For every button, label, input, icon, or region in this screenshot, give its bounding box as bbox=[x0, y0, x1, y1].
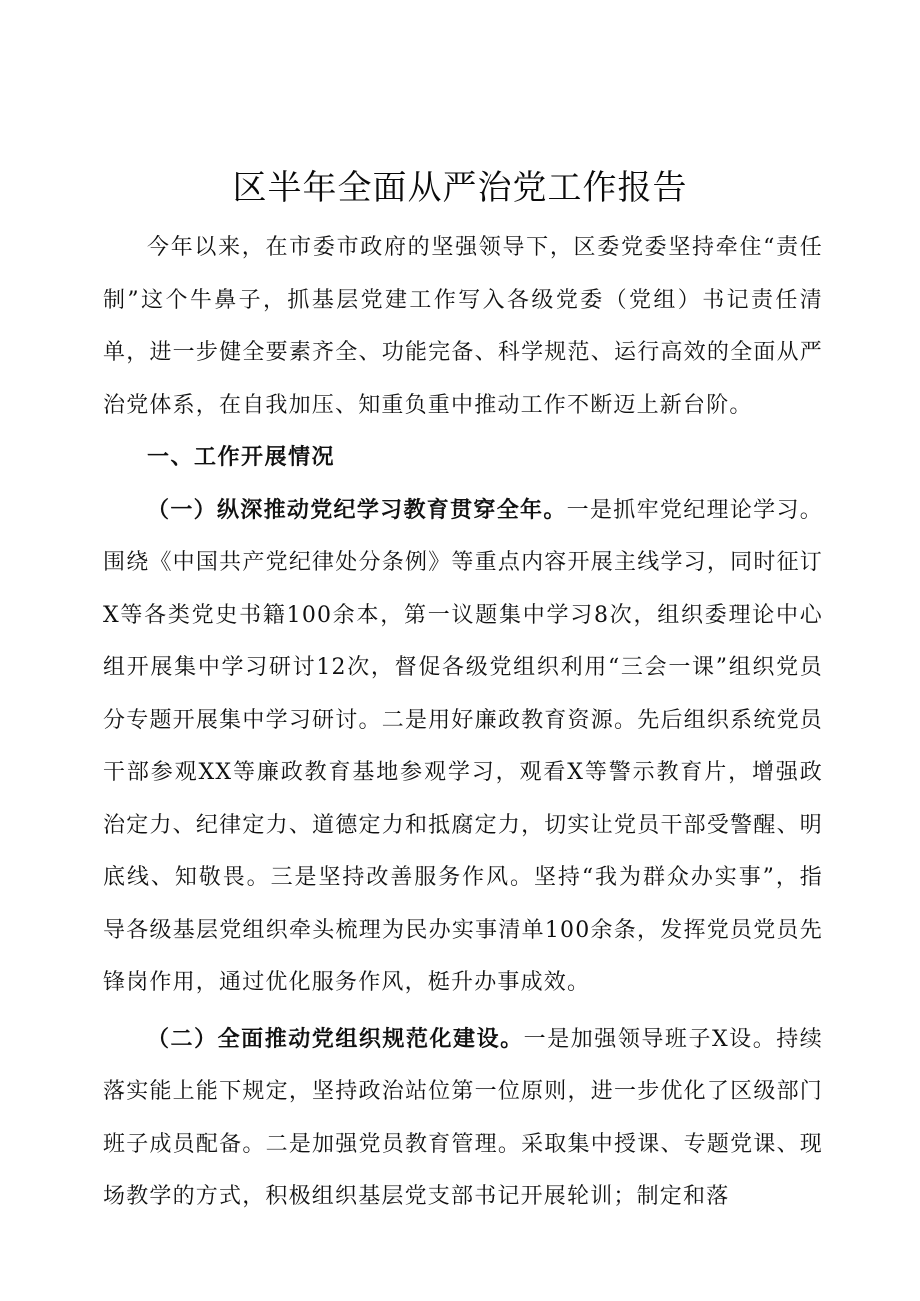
document-title: 区半年全面从严治党工作报告 bbox=[232, 168, 688, 208]
section-heading-work-progress: 一、工作开展情况 bbox=[147, 445, 336, 470]
paragraph-lead-1: （一）纵深推动党纪学习教育贯穿全年。 bbox=[147, 497, 567, 523]
document-body bbox=[103, 222, 823, 1224]
intro-paragraph: 今年以来，在市委市政府的坚强领导下，区委党委坚持牵住“责任制”这个牛鼻子，抓基层党建工作写入各级党委（党组）书记责任清单，进一步健全要素齐全、功能完备、科学规范、运行高效的全面从严治党体系，在自我加压、知重负重中推动工作不断迈上新台阶。 bbox=[103, 235, 823, 418]
paragraph-party-organization-building bbox=[103, 1014, 823, 1224]
paragraph-party-discipline-education bbox=[103, 485, 823, 1010]
paragraph-text-1: 一是抓牢党纪理论学习。围绕《中国共产党纪律处分条例》等重点内容开展主线学习，同时征订X等各类党史书籍100余本，第一议题集中学习8次，组织委理论中心组开展集中学习研讨12次，督促各级党组织利用“三会一课”组织党员分专题开展集中学习研讨。二是用好廉政教育资源。先后组织系统党员干部参观XX等廉政教育基地参观学习，观看X等警示教育片，增强政治定力、纪律定力、道德定力和抵腐定力，切实让党员干部受警醒、明底线、知敬畏。三是坚持改善服务作风。坚持“我为群众办实事”，指导各级基层党组织牵头梳理为民办实事清单100余条，发挥党员党员先锋岗作用，通过优化服务作风，梃升办事成效。 bbox=[103, 497, 823, 995]
paragraph-text-2: 一是加强领导班子X设。持续落实能上能下规定，坚持政治站位第一位原则，进一步优化了区级部门班子成员配备。二是加强党员教育管理。采取集中授课、专题党课、现场教学的方式，积极组织基层党支部书记开展轮训；制定和落 bbox=[103, 1026, 824, 1209]
paragraph-lead-2: （二）全面推动党组织规范化建设。 bbox=[147, 1026, 524, 1052]
